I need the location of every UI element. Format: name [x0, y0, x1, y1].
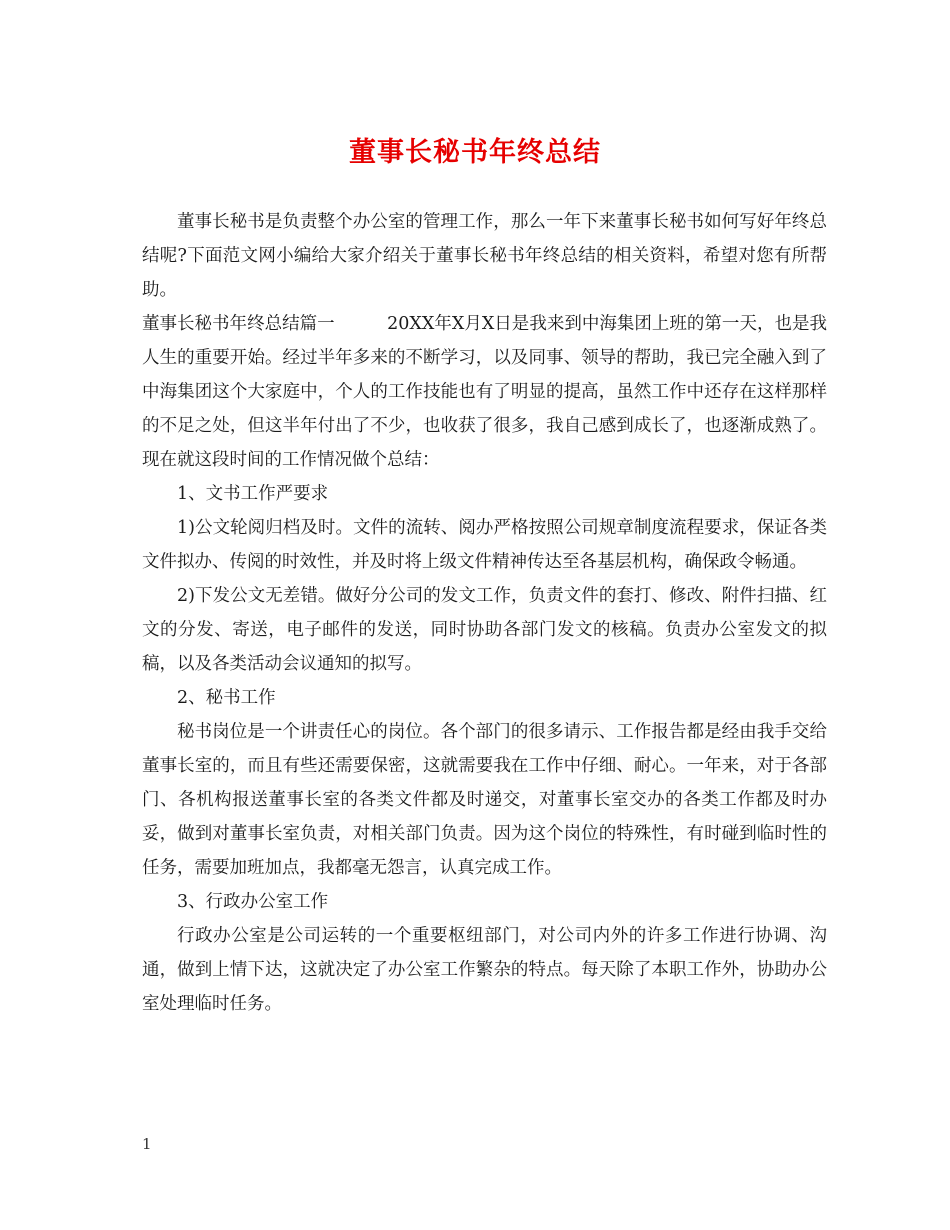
paragraph-intro: 董事长秘书是负责整个办公室的管理工作，那么一年下来董事长秘书如何写好年终总结呢?下面范文网小编给大家介绍关于董事长秘书年终总结的相关资料，希望对您有所帮助。: [142, 212, 827, 300]
paragraph-document-issuing: 2)下发公文无差错。做好分公司的发文工作，负责文件的套打、修改、附件扫描、红文的分发、寄送，电子邮件的发送，同时协助各部门发文的核稿。负责办公室发文的拟稿，以及各类活动会议通知的拟写。: [142, 586, 827, 674]
paragraph-secretary-work: 秘书岗位是一个讲责任心的岗位。各个部门的很多请示、工作报告都是经由我手交给董事长室的，而且有些还需要保密，这就需要我在工作中仔细、耐心。一年来，对于各部门、各机构报送董事长室的各类文件都及时递交，对董事长室交办的各类工作都及时办妥，做到对董事长室负责，对相关部门负责。因为这个岗位的特殊性，有时碰到临时性的任务，需要加班加点，我都毫无怨言，认真完成工作。: [142, 722, 827, 878]
paragraph-document-circulation: 1)公文轮阅归档及时。文件的流转、阅办严格按照公司规章制度流程要求，保证各类文件拟办、传阅的时效性，并及时将上级文件精神传达至各基层机构，确保政令畅通。: [142, 518, 827, 572]
heading-document-work: 1、文书工作严要求: [177, 484, 329, 504]
heading-secretary-work: 2、秘书工作: [177, 688, 276, 708]
paragraph-part-one: 董事长秘书年终总结篇一 20XX年X月X日是我来到中海集团上班的第一天，也是我人生的重要开始。经过半年多来的不断学习，以及同事、领导的帮助，我已完全融入到了中海集团这个大家庭中，个人的工作技能也有了明显的提高，虽然工作中还存在这样那样的不足之处，但这半年付出了不少，也收获了很多，我自己感到成长了，也逐渐成熟了。现在就这段时间的工作情况做个总结：: [142, 314, 827, 470]
document-title: 董事长秘书年终总结: [349, 137, 601, 168]
page-number: 1: [142, 1135, 152, 1153]
document-body: [142, 205, 827, 1021]
heading-admin-office-work: 3、行政办公室工作: [177, 892, 329, 912]
paragraph-admin-office-work: 行政办公室是公司运转的一个重要枢纽部门，对公司内外的许多工作进行协调、沟通，做到上情下达，这就决定了办公室工作繁杂的特点。每天除了本职工作外，协助办公室处理临时任务。: [142, 926, 827, 1014]
